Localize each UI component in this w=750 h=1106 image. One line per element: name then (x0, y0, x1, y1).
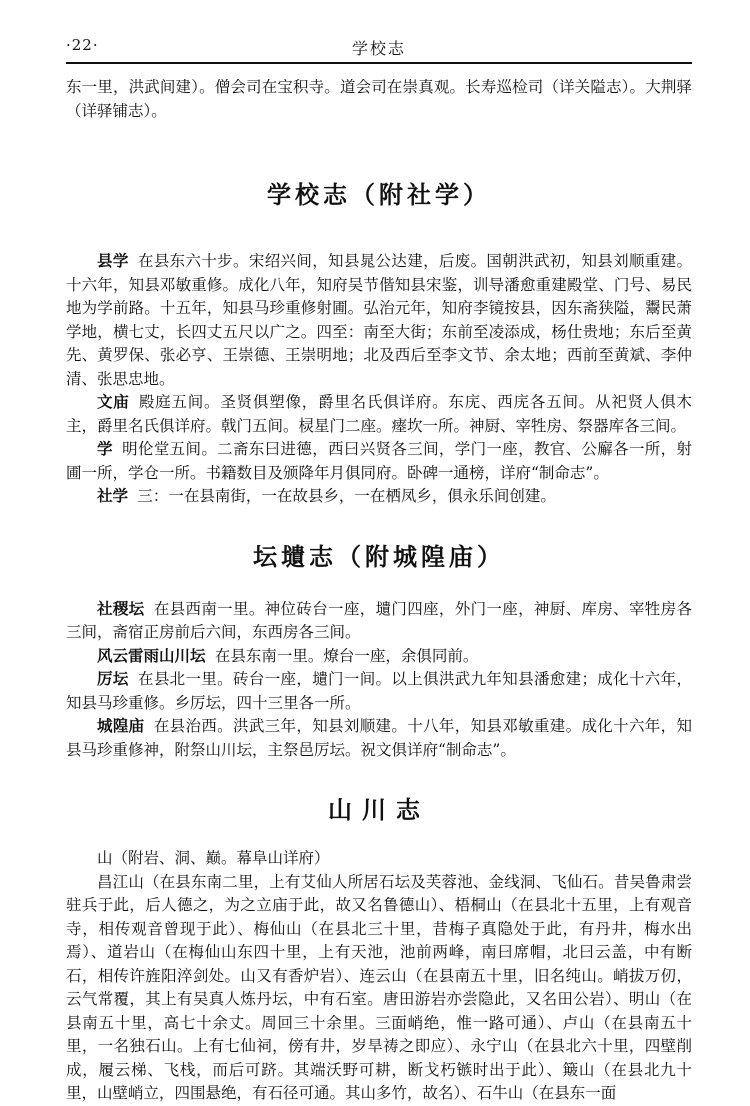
mountain-subheading: 山（附岩、洞、巅。幕阜山详府） (97, 849, 330, 867)
section-heading-altars: 坛壝志（附城隍庙） (253, 542, 505, 571)
entry-text: 明伦堂五间。二斋东曰进德，西曰兴贤各三间，学门一座，教官、公廨各一所，射圃一所，学仓一所。书籍数目及颁降年月俱同府。卧碑一通榜，详府“制命志”。 (66, 440, 692, 482)
entry-school (66, 438, 692, 485)
entry-community-school (66, 485, 692, 509)
section-heading-mountains: 山川志 (328, 796, 430, 824)
page-header (66, 0, 692, 68)
entry-text: 在县东南一里。燎台一座，余俱同前。 (214, 646, 479, 665)
entry-text: 在县西南一里。神位砖台一座，壝门四座，外门一座，神厨、库房、宰牲房各三间，斋宿正房前后六间，东西房各三间。 (66, 599, 692, 641)
entry-term: 县学 (97, 252, 129, 270)
mountain-body: 昌江山（在县东南二里，上有艾仙人所居石坛及芙蓉池、金线洞、飞仙石。昔吴鲁肃尝驻兵于此，后人德之，为之立庙于此，故又名鲁德山）、梧桐山（在县北十五里，上有观音寺，相传观音曾现于此）、梅仙山（在县北三十里，昔梅子真隐处于此，有丹井，梅水出焉）、道岩山（在梅仙山东四十里，上有天池，池前两峰，南曰席帽，北曰云盖，中有断石，相传许旌阳淬剑处。山又有香炉岩）、连云山（在县南五十里，旧名纯山。峭拔万仞，云气常覆，其上有吴真人炼丹坛，中有石室。唐田游岩亦尝隐此，又名田公岩）、明山（在县南五十里，高七十余丈。周回三十余里。三面峭绝，惟一路可通）、卢山（在县南五十里，一名独石山。上有七仙祠，傍有井，岁旱祷之即应）、永宁山（在县北六十里，四壁削成，履云梯、飞栈，而后可跻。其端沃野可耕，断戈朽镞时出于此）、簸山（在县北九十里，山壁峭立，四围悬绝，有石径可通。其山多竹，故名）、石牛山（在县东一面 (66, 872, 692, 1102)
entry-term: 文庙 (97, 393, 130, 411)
entry-city-god-temple (66, 715, 692, 762)
page-number: ·22· (66, 36, 99, 54)
entry-sheji-altar (66, 598, 692, 645)
entry-term: 厉坛 (97, 670, 129, 688)
entry-text: 在县东六十步。宋绍兴间，知县晁公达建，后废。国朝洪武初，知县刘顺重建。十六年，知县邓敏重修。成化八年，知府吴节偕知县宋鉴，训导潘愈重建殿堂、门号、易民地为学前路。十五年，知县马珍重修射圃。弘治元年，知府李镜按县，因东斋狭隘，鬻民萧学地，横七丈，长四丈五尺以广之。四至：南至大街；东前至凌添成，杨仕贵地；东后至黄先、黄罗保、张必亨、王崇德、王崇明地；北及西后至李文节、余太地；西前至黄斌、李仲清、张思忠地。 (66, 252, 692, 388)
entry-confucian-temple (66, 391, 692, 438)
running-title: 学校志 (351, 39, 406, 58)
header-rule (66, 62, 692, 64)
intro-paragraph: 东一里，洪武间建）。僧会司在宝积寺。道会司在崇真观。长寿巡检司（详关隘志）。大荆驿（详驿铺志）。 (66, 78, 692, 120)
entry-text: 在县北一里。砖台一座，壝门一间。以上俱洪武九年知县潘愈建；成化十六年，知县马珍重修。乡厉坛，四十三里各一所。 (66, 670, 692, 712)
entry-li-altar (66, 668, 692, 715)
entry-text: 三：一在县南街，一在故县乡，一在栖凤乡，俱永乐间创建。 (137, 487, 556, 505)
entry-term: 风云雷雨山川坛 (97, 646, 206, 665)
entry-wind-cloud-altar (66, 645, 692, 669)
entry-county-school (66, 250, 692, 391)
section-heading-schools: 学校志（附社学） (267, 181, 491, 209)
entry-text: 在县治西。洪武三年，知县刘顺建。十八年，知县邓敏重建。成化十六年，知县马珍重修神，附祭山川坛，主祭邑厉坛。祝文俱详府“制命志”。 (66, 717, 692, 759)
entry-term: 社稷坛 (97, 599, 145, 618)
entry-term: 学 (97, 440, 113, 458)
entry-term: 社学 (97, 487, 129, 505)
entry-term: 城隍庙 (97, 717, 145, 735)
entry-text: 殿庭五间。圣贤俱塑像，爵里名氏俱详府。东庑、西庑各五间。从祀贤人俱木主，爵里名氏俱详府。戟门五间。棂星门二座。瘗坎一所。神厨、宰牲房、祭器库各三间。 (66, 393, 692, 435)
